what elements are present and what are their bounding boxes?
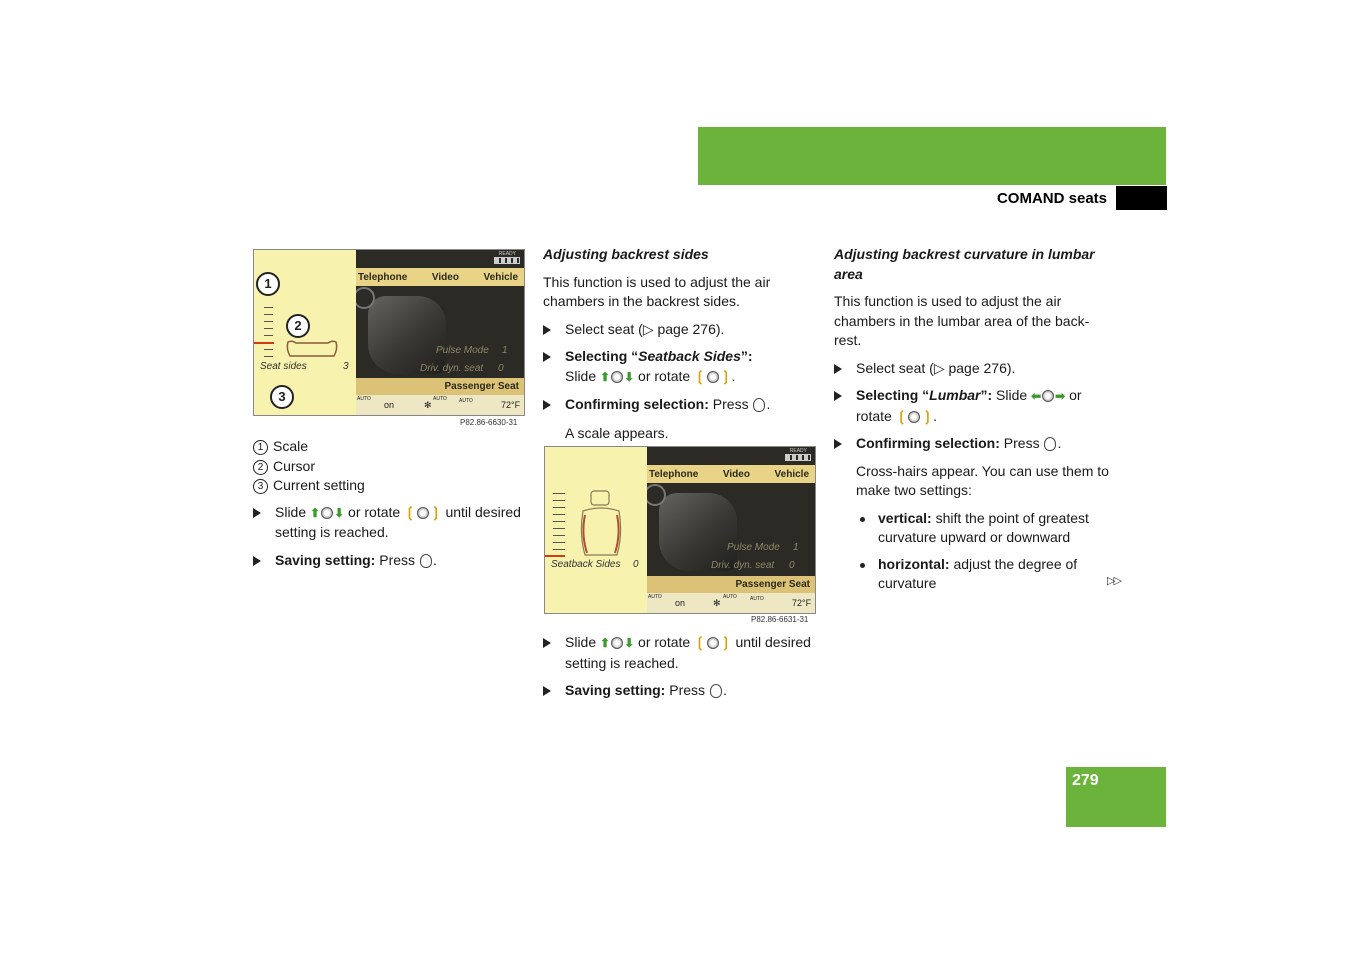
signal-icon	[785, 454, 811, 461]
ready-indicator: READY	[498, 251, 516, 257]
driv-dyn-seat-label[interactable]: Driv. dyn. seat	[420, 363, 484, 374]
callout-1: 1	[256, 272, 280, 296]
driv-dyn-seat-label[interactable]: Driv. dyn. seat	[711, 560, 775, 571]
auto-label-vent: AUTO	[750, 596, 764, 602]
passenger-seat-bar[interactable]: Passenger Seat	[356, 378, 524, 396]
driv-dyn-seat-value: 0	[498, 363, 504, 374]
heading-lumbar: Adjusting backrest curvature in lumbar area	[834, 246, 1095, 282]
passenger-seat-bar[interactable]: Passenger Seat	[647, 576, 815, 594]
rotate-left-icon: ❲	[404, 503, 416, 520]
instruction-selecting: Selecting “Lumbar”: Slide ⬅ ➡ or rotate ❲ ❳.	[834, 386, 1109, 426]
pulse-mode-label[interactable]: Pulse Mode	[436, 345, 489, 356]
menu-telephone[interactable]: Telephone	[649, 468, 699, 480]
rotate-right-icon: ❳	[719, 634, 732, 650]
legend-item-current-setting: 3 Current setting	[253, 476, 533, 496]
climate-status-bar	[647, 593, 815, 613]
heading-backrest-sides: Adjusting backrest sides	[543, 246, 709, 262]
pulse-mode-value: 1	[793, 542, 799, 553]
climate-status-bar	[356, 395, 524, 415]
driv-dyn-seat-value: 0	[789, 560, 795, 571]
menu-video[interactable]: Video	[431, 271, 459, 283]
steering-wheel-icon	[356, 286, 382, 310]
callout-3: 3	[270, 385, 294, 409]
ready-indicator: READY	[789, 448, 807, 454]
steering-wheel-icon	[647, 483, 673, 507]
menu-vehicle[interactable]: Vehicle	[483, 271, 518, 283]
press-icon	[710, 684, 722, 698]
rotate-left-icon: ❲	[694, 367, 706, 384]
scale-panel	[254, 250, 356, 415]
up-arrow-icon: ⬆	[600, 369, 611, 384]
cursor-marker	[254, 342, 274, 344]
page-number: 279	[1072, 772, 1099, 789]
controller-icon	[707, 371, 719, 383]
subsection-title: COMAND seats	[996, 190, 1107, 207]
status-top	[356, 250, 524, 268]
on-label: on	[384, 400, 395, 410]
controller-icon	[417, 507, 429, 519]
press-icon	[1044, 437, 1056, 451]
scale-panel	[545, 447, 647, 613]
auto-label-fan: AUTO	[433, 396, 447, 402]
press-icon	[753, 398, 765, 412]
rotate-left-icon: ❲	[694, 634, 706, 650]
intro-backrest-sides: This function is used to adjust the air chambers in the backrest sides.	[543, 273, 771, 309]
callout-2: 2	[286, 314, 310, 338]
instruction-select-seat: Select seat (▷ page 276).	[834, 359, 1109, 379]
press-icon	[420, 554, 432, 568]
instruction-selecting: Selecting “Seatback Sides”: Slide ⬆ ⬇ or rotate ❲ ❳.	[543, 347, 818, 387]
down-arrow-icon: ⬇	[624, 636, 635, 650]
instruction-save: Saving setting: Press .	[253, 551, 533, 571]
figure-id-2: P82.86-6631-31	[751, 615, 809, 624]
temperature-label: 72°F	[501, 400, 521, 410]
controller-icon	[611, 371, 623, 383]
up-arrow-icon: ⬆	[600, 636, 611, 650]
seatback-icon	[575, 489, 627, 559]
fan-icon: ✻	[424, 400, 432, 410]
status-top	[647, 447, 815, 465]
figure-id-1: P82.86-6630-31	[460, 418, 518, 427]
seat-sides-value: 3	[343, 361, 349, 372]
rotate-right-icon: ❳	[719, 367, 732, 384]
intro-lumbar: This function is used to adjust the air chambers in the lumbar area of the back-rest.	[834, 293, 1090, 348]
column-1	[253, 437, 533, 570]
auto-label-fan: AUTO	[723, 594, 737, 600]
down-arrow-icon: ⬇	[624, 369, 635, 384]
column-2	[543, 245, 818, 443]
auto-label-left: AUTO	[357, 396, 371, 402]
instruction-select-seat: Select seat (▷ page 276).	[543, 320, 818, 340]
seat-cushion-icon	[284, 338, 340, 360]
temperature-label: 72°F	[792, 598, 812, 608]
column-2-lower	[543, 633, 823, 701]
down-arrow-icon: ⬇	[334, 505, 345, 520]
menu-telephone[interactable]: Telephone	[358, 271, 408, 283]
menu-video[interactable]: Video	[722, 468, 750, 480]
cross-hairs-note: Cross-hairs appear. You can use them to make two settings:	[856, 462, 1109, 498]
right-arrow-icon: ➡	[1055, 389, 1066, 403]
setting-horizontal: horizontal: adjust the degree of curvature	[856, 555, 1109, 594]
auto-label-left: AUTO	[648, 594, 662, 600]
rotate-left-icon: ❲	[895, 407, 908, 424]
header-band	[698, 127, 1166, 185]
seatback-sides-label: Seatback Sides	[551, 559, 621, 570]
figure-seat-sides	[253, 249, 525, 416]
legend-item-scale: 1 Scale	[253, 437, 533, 457]
section-title: Control systems	[1166, 160, 1292, 177]
controller-icon	[1042, 390, 1054, 402]
auto-label-vent: AUTO	[459, 398, 473, 404]
left-arrow-icon: ⬅	[1031, 389, 1042, 403]
seat-sides-label: Seat sides	[260, 361, 307, 372]
seatback-sides-value: 0	[633, 559, 639, 570]
instruction-save: Saving setting: Press .	[543, 681, 823, 701]
rotate-right-icon: ❳	[921, 407, 934, 424]
controller-icon	[707, 637, 719, 649]
settings-list	[834, 509, 1109, 594]
pulse-mode-label[interactable]: Pulse Mode	[727, 542, 780, 553]
pulse-mode-value: 1	[502, 345, 508, 356]
signal-icon	[494, 257, 520, 264]
legend-item-cursor: 2 Cursor	[253, 457, 533, 477]
continued-icon: ▷▷	[1107, 575, 1120, 587]
up-arrow-icon: ⬆	[310, 505, 321, 520]
instruction-slide: Slide ⬆ ⬇ or rotate ❲ ❳ until desired setting is reached.	[543, 633, 823, 673]
controller-icon	[611, 637, 623, 649]
scale-appears-note: A scale appears.	[565, 424, 669, 441]
instruction-confirm: Confirming selection: Press .	[543, 395, 818, 415]
main-menu	[356, 268, 524, 286]
figure-seatback-sides	[544, 446, 816, 614]
fan-icon: ✻	[713, 598, 721, 608]
column-3	[834, 245, 1109, 594]
controller-icon	[908, 411, 920, 423]
instruction-confirm: Confirming selection: Press .	[834, 434, 1109, 454]
cursor-marker	[545, 555, 565, 557]
controller-icon	[321, 507, 333, 519]
setting-vertical: vertical: shift the point of greatest curvature upward or downward	[856, 509, 1109, 548]
instruction-slide: Slide ⬆ ⬇ or rotate ❲ ❳ until desired setting is reached.	[253, 503, 533, 543]
header-marker	[1116, 186, 1167, 210]
on-label: on	[675, 598, 686, 608]
menu-vehicle[interactable]: Vehicle	[774, 468, 809, 480]
rotate-right-icon: ❳	[429, 503, 442, 520]
main-menu	[647, 465, 815, 483]
